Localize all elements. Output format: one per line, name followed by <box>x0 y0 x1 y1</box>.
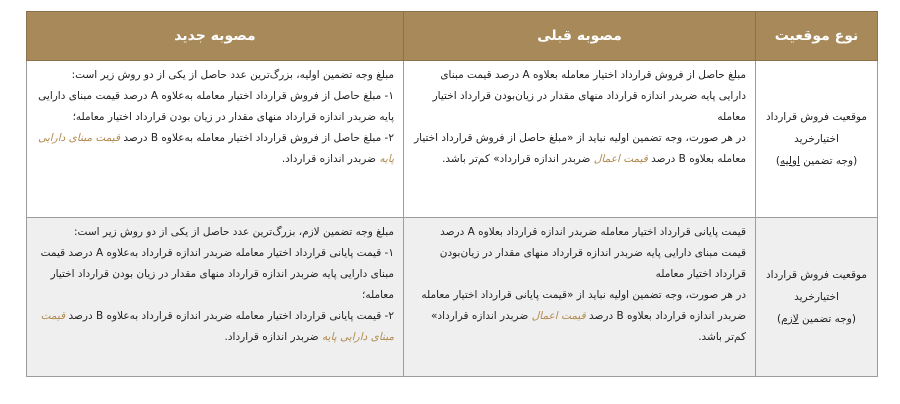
new-rule-intro: مبلغ وجه تضمین اولیه، بزرگ‌ترین عدد حاصل از یکی از دو روش زیر است: <box>71 69 394 81</box>
position-cell <box>756 61 878 218</box>
position-margin-kind: اولیه <box>779 155 800 167</box>
new-rule-method-1: ۱- مبلغ حاصل از فروش قرارداد اختیار معامله به‌علاوه A درصد قیمت مبنای دارایی پایه ضربدر اندازه قرارداد منهای مقدار در زیان بودن قرارداد اختیار معامله؛ <box>38 90 394 123</box>
new-rule-cell <box>27 218 404 377</box>
condition-text: ضربدر اندازه قرارداد» کم‌تر باشد. <box>431 310 746 343</box>
highlighted-term: قیمت اعمال <box>593 153 648 165</box>
highlighted-term: قیمت اعمال <box>531 310 586 322</box>
previous-rule-formula: مبلغ حاصل از فروش قرارداد اختیار معامله بعلاوه A درصد قیمت مبنای دارایی پایه ضربدر اندازه قرارداد منهای مقدار در زیان‌بودن قرارداد اختیار معامله <box>432 69 746 123</box>
method-text: ۲- مبلغ حاصل از فروش قرارداد اختیار معامله به‌علاوه B درصد <box>119 132 394 144</box>
previous-rule-condition <box>413 128 746 170</box>
margin-comparison-table <box>26 11 878 377</box>
position-margin-suffix: ) <box>775 155 780 167</box>
table-header-row <box>27 12 878 61</box>
position-margin-kind: لازم <box>781 313 799 325</box>
highlighted-term: قیمت مبنای دارایی پایه <box>38 132 394 165</box>
margin-comparison-table-wrapper <box>26 11 877 377</box>
new-rule-method-2 <box>36 128 394 170</box>
previous-rule-cell <box>404 61 756 218</box>
condition-text: در هر صورت، وجه تضمین اولیه نباید از «مبلغ حاصل از فروش قرارداد اختیار معامله بعلاوه B درصد <box>414 132 746 165</box>
previous-rule-condition <box>413 285 746 348</box>
new-rule-cell <box>27 61 404 218</box>
table-row <box>27 61 878 218</box>
condition-text: ضربدر اندازه قرارداد» کم‌تر باشد. <box>442 153 594 165</box>
position-margin-prefix: (وجه تضمین <box>798 313 856 325</box>
method-text: ضربدر اندازه قرارداد. <box>224 331 323 343</box>
previous-rule-formula: قیمت پایانی قرارداد اختیار معامله ضربدر اندازه قرارداد بعلاوه A درصد قیمت مبنای دارایی پایه ضربدر اندازه قرارداد منهای مقدار در زیان‌بودن قرارداد اختیار معامله <box>439 226 746 280</box>
position-line: اختیارخرید <box>794 291 839 303</box>
position-line: موقعیت فروش قرارداد <box>765 111 868 123</box>
position-cell <box>756 218 878 377</box>
condition-text: در هر صورت، وجه تضمین اولیه نباید از «قیمت پایانی قرارداد اختیار معامله ضربدر اندازه قرارداد بعلاوه B درصد <box>421 289 746 322</box>
method-text: ضربدر اندازه قرارداد. <box>281 153 380 165</box>
header-previous-rule: مصوبه قبلی <box>404 12 756 61</box>
position-line: موقعیت فروش قرارداد <box>765 269 868 281</box>
new-rule-method-2 <box>36 306 394 348</box>
position-line: اختیارخرید <box>794 133 839 145</box>
new-rule-method-1: ۱- قیمت پایانی قرارداد اختیار معامله ضربدر اندازه قرارداد به‌علاوه A درصد قیمت مبنای دارایی پایه ضربدر اندازه قرارداد منهای مقدار در زیان بودن قرارداد اختیار معامله؛ <box>40 247 394 301</box>
previous-rule-cell <box>404 218 756 377</box>
position-margin-type <box>762 150 871 172</box>
method-text: ۲- قیمت پایانی قرارداد اختیار معامله ضربدر اندازه قرارداد به‌علاوه B درصد <box>65 310 394 322</box>
position-margin-suffix: ) <box>777 313 782 325</box>
position-margin-type <box>762 308 871 330</box>
header-new-rule: مصوبه جدید <box>27 12 404 61</box>
highlighted-term: قیمت مبنای دارایی پایه <box>40 310 394 343</box>
table-row <box>27 218 878 377</box>
new-rule-intro: مبلغ وجه تضمین لازم، بزرگ‌ترین عدد حاصل از یکی از دو روش زیر است: <box>74 226 394 238</box>
header-position-type: نوع موقعیت <box>756 12 878 61</box>
position-margin-prefix: (وجه تضمین <box>799 155 858 167</box>
